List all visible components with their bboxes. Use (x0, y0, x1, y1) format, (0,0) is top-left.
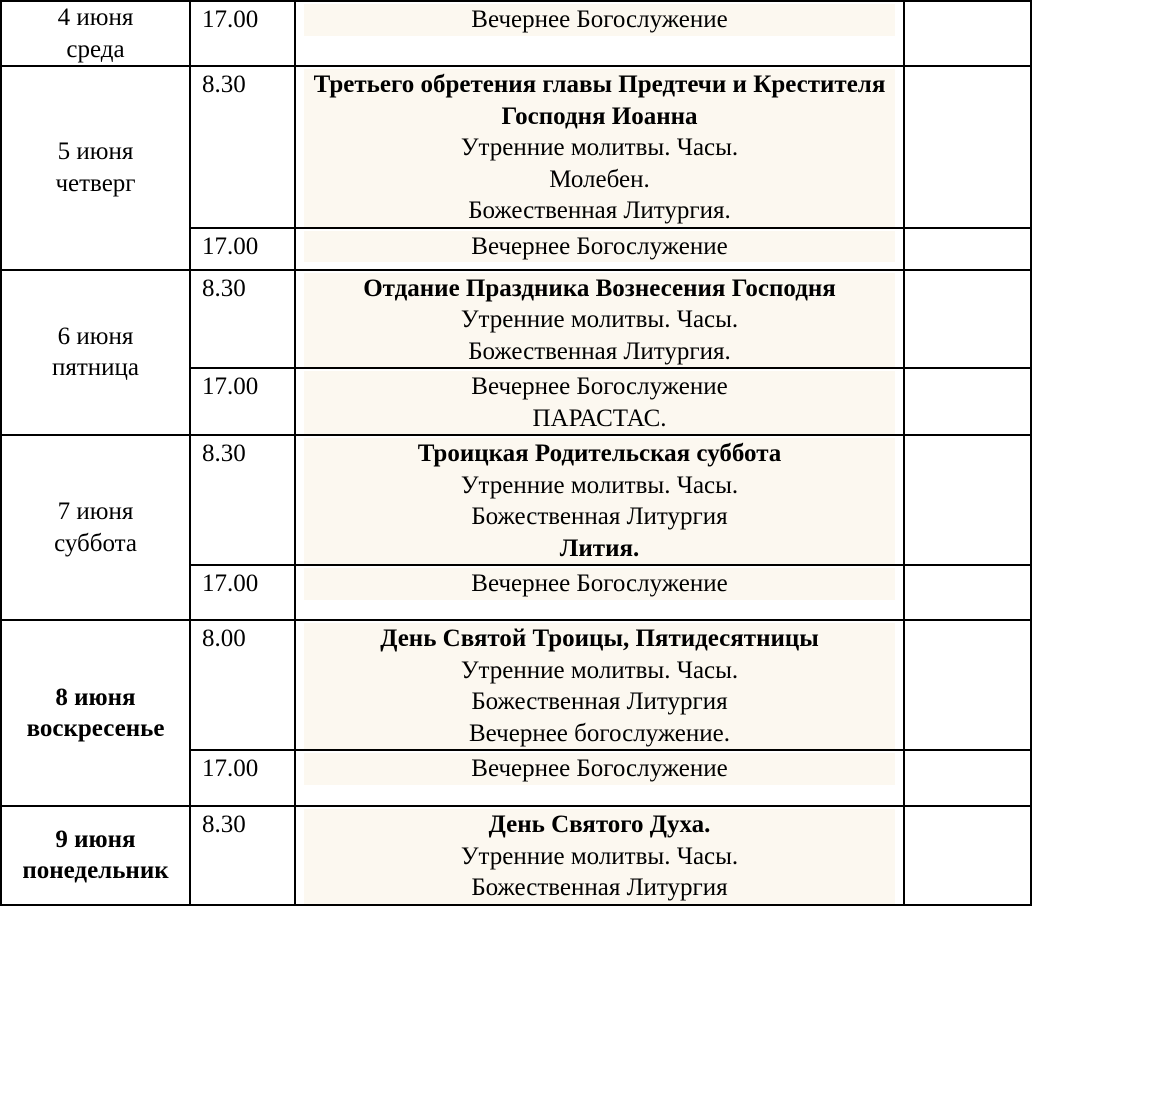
service-description (295, 806, 904, 905)
service-line: Утренние молитвы. Часы. (460, 471, 739, 499)
service-line: Вечернее богослужение. (469, 719, 730, 747)
schedule-row (1, 435, 1031, 565)
day-date: 9 июня (55, 825, 136, 853)
notes-cell (904, 368, 1031, 435)
service-description (295, 565, 904, 620)
service-description (295, 66, 904, 228)
schedule-row (1, 66, 1031, 228)
service-time: 17.00 (190, 228, 295, 270)
service-text-block (304, 568, 895, 600)
service-time: 17.00 (190, 368, 295, 435)
day-date: 6 июня (57, 322, 134, 350)
service-description (295, 750, 904, 806)
notes-cell (904, 750, 1031, 806)
service-line: Вечернее Богослужение (471, 373, 728, 400)
day-weekday: пятница (51, 354, 140, 382)
service-title: Отдание Праздника Вознесения Господня (363, 274, 836, 302)
service-line: Утренние молитвы. Часы. (460, 656, 739, 684)
notes-cell (904, 565, 1031, 620)
service-time: 8.30 (190, 435, 295, 565)
service-time: 8.30 (190, 270, 295, 369)
schedule-row (1, 270, 1031, 369)
service-description (295, 270, 904, 369)
service-text-block (304, 69, 895, 227)
day-cell (1, 66, 190, 270)
service-line: Вечернее Богослужение (471, 6, 728, 33)
day-weekday: понедельник (22, 857, 169, 885)
day-cell (1, 1, 190, 66)
service-line: Утренние молитвы. Часы. (460, 306, 739, 333)
service-text-block (304, 4, 895, 36)
service-line: Утренние молитвы. Часы. (460, 842, 739, 870)
service-line: Божественная Литургия. (468, 197, 731, 224)
service-description (295, 368, 904, 435)
service-title: Лития. (559, 534, 640, 562)
schedule-row (1, 1, 1031, 66)
day-date: 7 июня (57, 498, 134, 525)
notes-cell (904, 270, 1031, 369)
service-line: Божественная Литургия (471, 874, 728, 901)
service-title: День Святого Духа. (488, 811, 711, 838)
day-cell (1, 270, 190, 436)
day-weekday: суббота (54, 529, 137, 557)
service-line: ПАРАСТАС. (532, 404, 667, 432)
service-time: 8.30 (190, 806, 295, 905)
service-line: Молебен. (549, 165, 650, 193)
day-cell (1, 620, 190, 806)
schedule-row (1, 806, 1031, 905)
notes-cell (904, 1, 1031, 66)
service-time: 8.30 (190, 66, 295, 228)
service-time: 8.00 (190, 620, 295, 750)
service-text-block (304, 438, 895, 564)
schedule-row (1, 620, 1031, 750)
day-weekday: воскресенье (26, 715, 165, 742)
notes-cell (904, 620, 1031, 750)
service-time: 17.00 (190, 1, 295, 66)
day-weekday: четверг (55, 169, 136, 197)
service-line: Вечернее Богослужение (471, 570, 728, 597)
service-title: Третьего обретения главы Предтечи и Крестителя Господня Иоанна (313, 71, 886, 130)
notes-cell (904, 228, 1031, 270)
day-cell (1, 806, 190, 905)
service-text-block (304, 623, 895, 749)
service-title: Троицкая Родительская суббота (417, 440, 782, 467)
service-line: Вечернее Богослужение (471, 232, 728, 260)
service-text-block (304, 273, 895, 368)
day-weekday: среда (66, 35, 125, 63)
schedule-body (1, 1, 1031, 905)
service-text-block (304, 753, 895, 785)
service-line: Утренние молитвы. Часы. (460, 134, 739, 161)
service-time: 17.00 (190, 750, 295, 806)
service-description (295, 1, 904, 66)
day-date: 5 июня (57, 138, 134, 166)
service-time: 17.00 (190, 565, 295, 620)
service-text-block (304, 371, 895, 434)
service-title: День Святой Троицы, Пятидесятницы (380, 625, 819, 652)
service-description (295, 435, 904, 565)
service-line: Божественная Литургия. (468, 337, 731, 365)
service-line: Божественная Литургия (471, 688, 728, 715)
day-date: 4 июня (57, 4, 134, 31)
day-date: 8 июня (55, 683, 136, 711)
service-line: Божественная Литургия (471, 503, 728, 530)
notes-cell (904, 435, 1031, 565)
service-description (295, 228, 904, 270)
service-line: Вечернее Богослужение (471, 755, 728, 782)
service-text-block (304, 809, 895, 904)
day-cell (1, 435, 190, 620)
notes-cell (904, 66, 1031, 228)
notes-cell (904, 806, 1031, 905)
service-text-block (304, 231, 895, 263)
service-description (295, 620, 904, 750)
